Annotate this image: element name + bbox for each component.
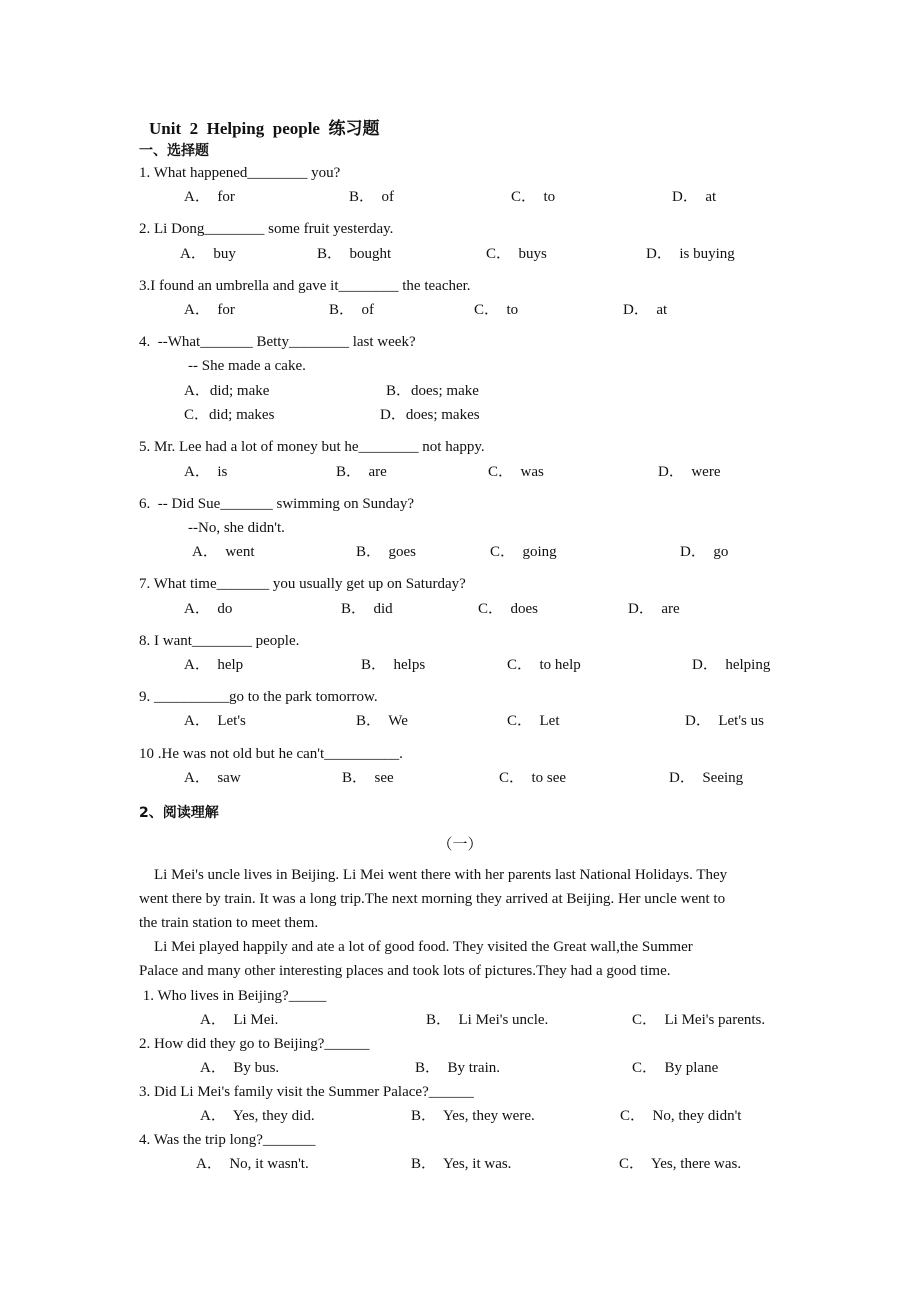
option-2d: D． is buying — [646, 246, 735, 262]
option-10a: A． saw — [184, 770, 241, 786]
option-5c: C． was — [488, 464, 544, 480]
option-3c: C． to — [474, 302, 519, 318]
section-multiple-choice-heading: 一、选择题 — [139, 143, 209, 159]
option-8a: A． help — [184, 657, 244, 673]
option-9a: A． Let's — [184, 713, 246, 729]
option-5b: B． are — [336, 464, 387, 480]
option-10d: D． Seeing — [669, 770, 744, 786]
reading-question-4: 4. Was the trip long?_______ — [139, 1132, 316, 1148]
reading-option-1a: A． Li Mei. — [200, 1012, 279, 1028]
reading-option-2a: A． By bus. — [200, 1060, 280, 1076]
option-3a: A． for — [184, 302, 235, 318]
reading-option-3b: B． Yes, they were. — [411, 1108, 535, 1124]
reading-option-3c: C． No, they didn't — [620, 1108, 742, 1124]
reading-option-1c: C． Li Mei's parents. — [632, 1012, 766, 1028]
option-1b: B． of — [349, 189, 395, 205]
passage-line: went there by train. It was a long trip.The next morning they arrived at Beijing. Her uncle went to — [139, 891, 726, 907]
reading-option-3a: A． Yes, they did. — [200, 1108, 315, 1124]
question-1: 1. What happened________ you? — [139, 165, 341, 181]
passage-number: （一） — [437, 837, 483, 853]
option-10b: B． see — [342, 770, 394, 786]
option-9c: C． Let — [507, 713, 560, 729]
option-2a: A． buy — [180, 246, 236, 262]
reading-option-4b: B． Yes, it was. — [411, 1156, 512, 1172]
reading-question-3: 3. Did Li Mei's family visit the Summer Palace?______ — [139, 1084, 474, 1100]
option-1a: A． for — [184, 189, 235, 205]
option-4a: A．did; make — [184, 383, 270, 399]
option-1d: D． at — [672, 189, 717, 205]
option-5d: D． were — [658, 464, 721, 480]
option-4c: C．did; makes — [184, 407, 275, 423]
question-8: 8. I want________ people. — [139, 633, 300, 649]
option-7b: B． did — [341, 601, 393, 617]
reading-option-4a: A． No, it wasn't. — [196, 1156, 309, 1172]
reading-question-1: 1. Who lives in Beijing?_____ — [139, 988, 327, 1004]
question-7: 7. What time_______ you usually get up on Saturday? — [139, 576, 466, 592]
option-1c: C． to — [511, 189, 556, 205]
option-2b: B． bought — [317, 246, 392, 262]
question-6-answer-line: --No, she didn't. — [188, 520, 285, 536]
question-5: 5. Mr. Lee had a lot of money but he________ not happy. — [139, 439, 485, 455]
passage-line: Li Mei played happily and ate a lot of good food. They visited the Great wall,the Summer — [139, 939, 693, 955]
passage-line: Palace and many other interesting places and took lots of pictures.They had a good time. — [139, 963, 671, 979]
option-4d: D．does; makes — [380, 407, 480, 423]
section-reading-heading: 2、阅读理解 — [139, 805, 219, 821]
option-9b: B． We — [356, 713, 408, 729]
option-4b: B．does; make — [386, 383, 479, 399]
option-7a: A． do — [184, 601, 233, 617]
option-9d: D． Let's us — [685, 713, 764, 729]
option-7d: D． are — [628, 601, 680, 617]
option-2c: C． buys — [486, 246, 547, 262]
option-7c: C． does — [478, 601, 539, 617]
option-6b: B． goes — [356, 544, 417, 560]
question-4-answer-line: -- She made a cake. — [188, 358, 306, 374]
reading-option-2b: B． By train. — [415, 1060, 500, 1076]
option-5a: A． is — [184, 464, 228, 480]
passage-line: the train station to meet them. — [139, 915, 319, 931]
reading-question-2: 2. How did they go to Beijing?______ — [139, 1036, 370, 1052]
question-9: 9. __________go to the park tomorrow. — [139, 689, 378, 705]
reading-option-4c: C． Yes, there was. — [619, 1156, 742, 1172]
option-6d: D． go — [680, 544, 729, 560]
question-2: 2. Li Dong________ some fruit yesterday. — [139, 221, 394, 237]
option-8d: D． helping — [692, 657, 771, 673]
reading-option-2c: C． By plane — [632, 1060, 719, 1076]
question-10: 10 .He was not old but he can't__________. — [139, 746, 403, 762]
page-title: Unit 2 Helping people 练习题 — [149, 119, 380, 138]
question-4: 4. --What_______ Betty________ last week? — [139, 334, 416, 350]
option-3b: B． of — [329, 302, 375, 318]
option-6c: C． going — [490, 544, 557, 560]
option-3d: D． at — [623, 302, 668, 318]
option-10c: C． to see — [499, 770, 567, 786]
passage-line: Li Mei's uncle lives in Beijing. Li Mei went there with her parents last National Holidays. They — [139, 867, 728, 883]
option-8b: B． helps — [361, 657, 426, 673]
question-3: 3.I found an umbrella and gave it________ the teacher. — [139, 278, 471, 294]
reading-option-1b: B． Li Mei's uncle. — [426, 1012, 549, 1028]
option-8c: C． to help — [507, 657, 581, 673]
question-6: 6. -- Did Sue_______ swimming on Sunday? — [139, 496, 414, 512]
option-6a: A． went — [192, 544, 255, 560]
